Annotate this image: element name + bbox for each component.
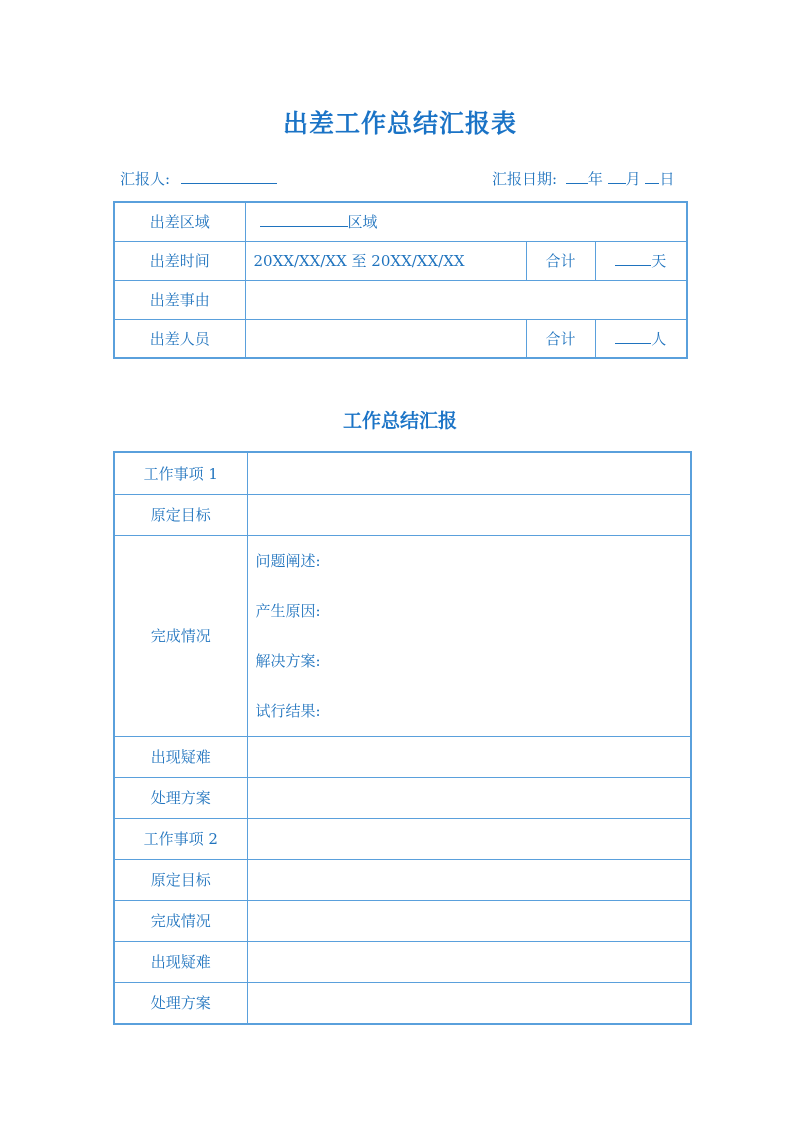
year-label: 年 — [587, 170, 603, 188]
reporter-label: 汇报人: — [120, 170, 171, 188]
people-cell[interactable] — [245, 319, 526, 358]
item1-label: 工作事项 1 — [114, 452, 247, 494]
item1-status-cell[interactable] — [247, 535, 691, 736]
item2-status-label: 完成情况 — [114, 900, 247, 941]
table-row — [114, 982, 691, 1024]
days-total-cell[interactable] — [595, 241, 687, 280]
trip-info-table — [113, 201, 688, 359]
item2-label: 工作事项 2 — [114, 818, 247, 859]
table-row — [114, 535, 691, 736]
table-row — [114, 777, 691, 818]
day-input-line[interactable] — [645, 169, 659, 184]
item1-solution-cell[interactable] — [247, 777, 691, 818]
item2-solution-cell[interactable] — [247, 982, 691, 1024]
table-row — [114, 859, 691, 900]
table-row — [114, 319, 687, 358]
reason-cell[interactable] — [245, 280, 687, 319]
day-label: 日 — [659, 170, 675, 188]
problem-description-label: 问题阐述: — [255, 551, 321, 570]
trial-result-label: 试行结果: — [255, 701, 321, 720]
people-total-cell[interactable] — [595, 319, 687, 358]
item2-issue-cell[interactable] — [247, 941, 691, 982]
days-input-line[interactable] — [615, 251, 651, 266]
item1-issue-cell[interactable] — [247, 736, 691, 777]
page-title: 出差工作总结汇报表 — [282, 109, 517, 138]
table-row — [114, 202, 687, 241]
work-summary-table — [113, 451, 692, 1025]
month-input-line[interactable] — [608, 169, 626, 184]
region-label: 出差区域 — [114, 202, 245, 241]
item2-solution-label: 处理方案 — [114, 982, 247, 1024]
summary-title: 工作总结汇报 — [342, 410, 457, 432]
item2-goal-cell[interactable] — [247, 859, 691, 900]
item1-issue-label: 出现疑难 — [114, 736, 247, 777]
table-row — [114, 452, 691, 494]
item2-cell[interactable] — [247, 818, 691, 859]
report-date-field — [492, 168, 674, 189]
item1-status-label: 完成情况 — [114, 535, 247, 736]
table-row — [114, 280, 687, 319]
year-input-line[interactable] — [566, 169, 588, 184]
item1-goal-cell[interactable] — [247, 494, 691, 535]
region-cell[interactable] — [245, 202, 687, 241]
item2-goal-label: 原定目标 — [114, 859, 247, 900]
people-input-line[interactable] — [615, 329, 651, 344]
people-label: 出差人员 — [114, 319, 245, 358]
region-input-line[interactable] — [260, 212, 348, 227]
table-row — [114, 941, 691, 982]
table-row — [114, 736, 691, 777]
reporter-input-line[interactable] — [181, 169, 277, 184]
region-suffix: 区域 — [347, 213, 378, 232]
time-label: 出差时间 — [114, 241, 245, 280]
reporter-field — [120, 168, 277, 189]
report-date-label: 汇报日期: — [492, 170, 558, 188]
table-row — [114, 494, 691, 535]
month-label: 月 — [625, 170, 641, 188]
reason-label: 出差事由 — [114, 280, 245, 319]
solution-plan-label: 解决方案: — [255, 651, 321, 670]
table-row — [114, 818, 691, 859]
days-total-label: 合计 — [526, 241, 595, 280]
days-unit: 天 — [651, 252, 667, 270]
item1-goal-label: 原定目标 — [114, 494, 247, 535]
table-row — [114, 900, 691, 941]
people-unit: 人 — [651, 329, 667, 348]
item1-cell[interactable] — [247, 452, 691, 494]
table-row — [114, 241, 687, 280]
item2-status-cell[interactable] — [247, 900, 691, 941]
item1-solution-label: 处理方案 — [114, 777, 247, 818]
item2-issue-label: 出现疑难 — [114, 941, 247, 982]
people-total-label: 合计 — [526, 319, 595, 358]
cause-label: 产生原因: — [255, 601, 321, 620]
time-value[interactable]: 20XX/XX/XX 至 20XX/XX/XX — [245, 241, 526, 280]
